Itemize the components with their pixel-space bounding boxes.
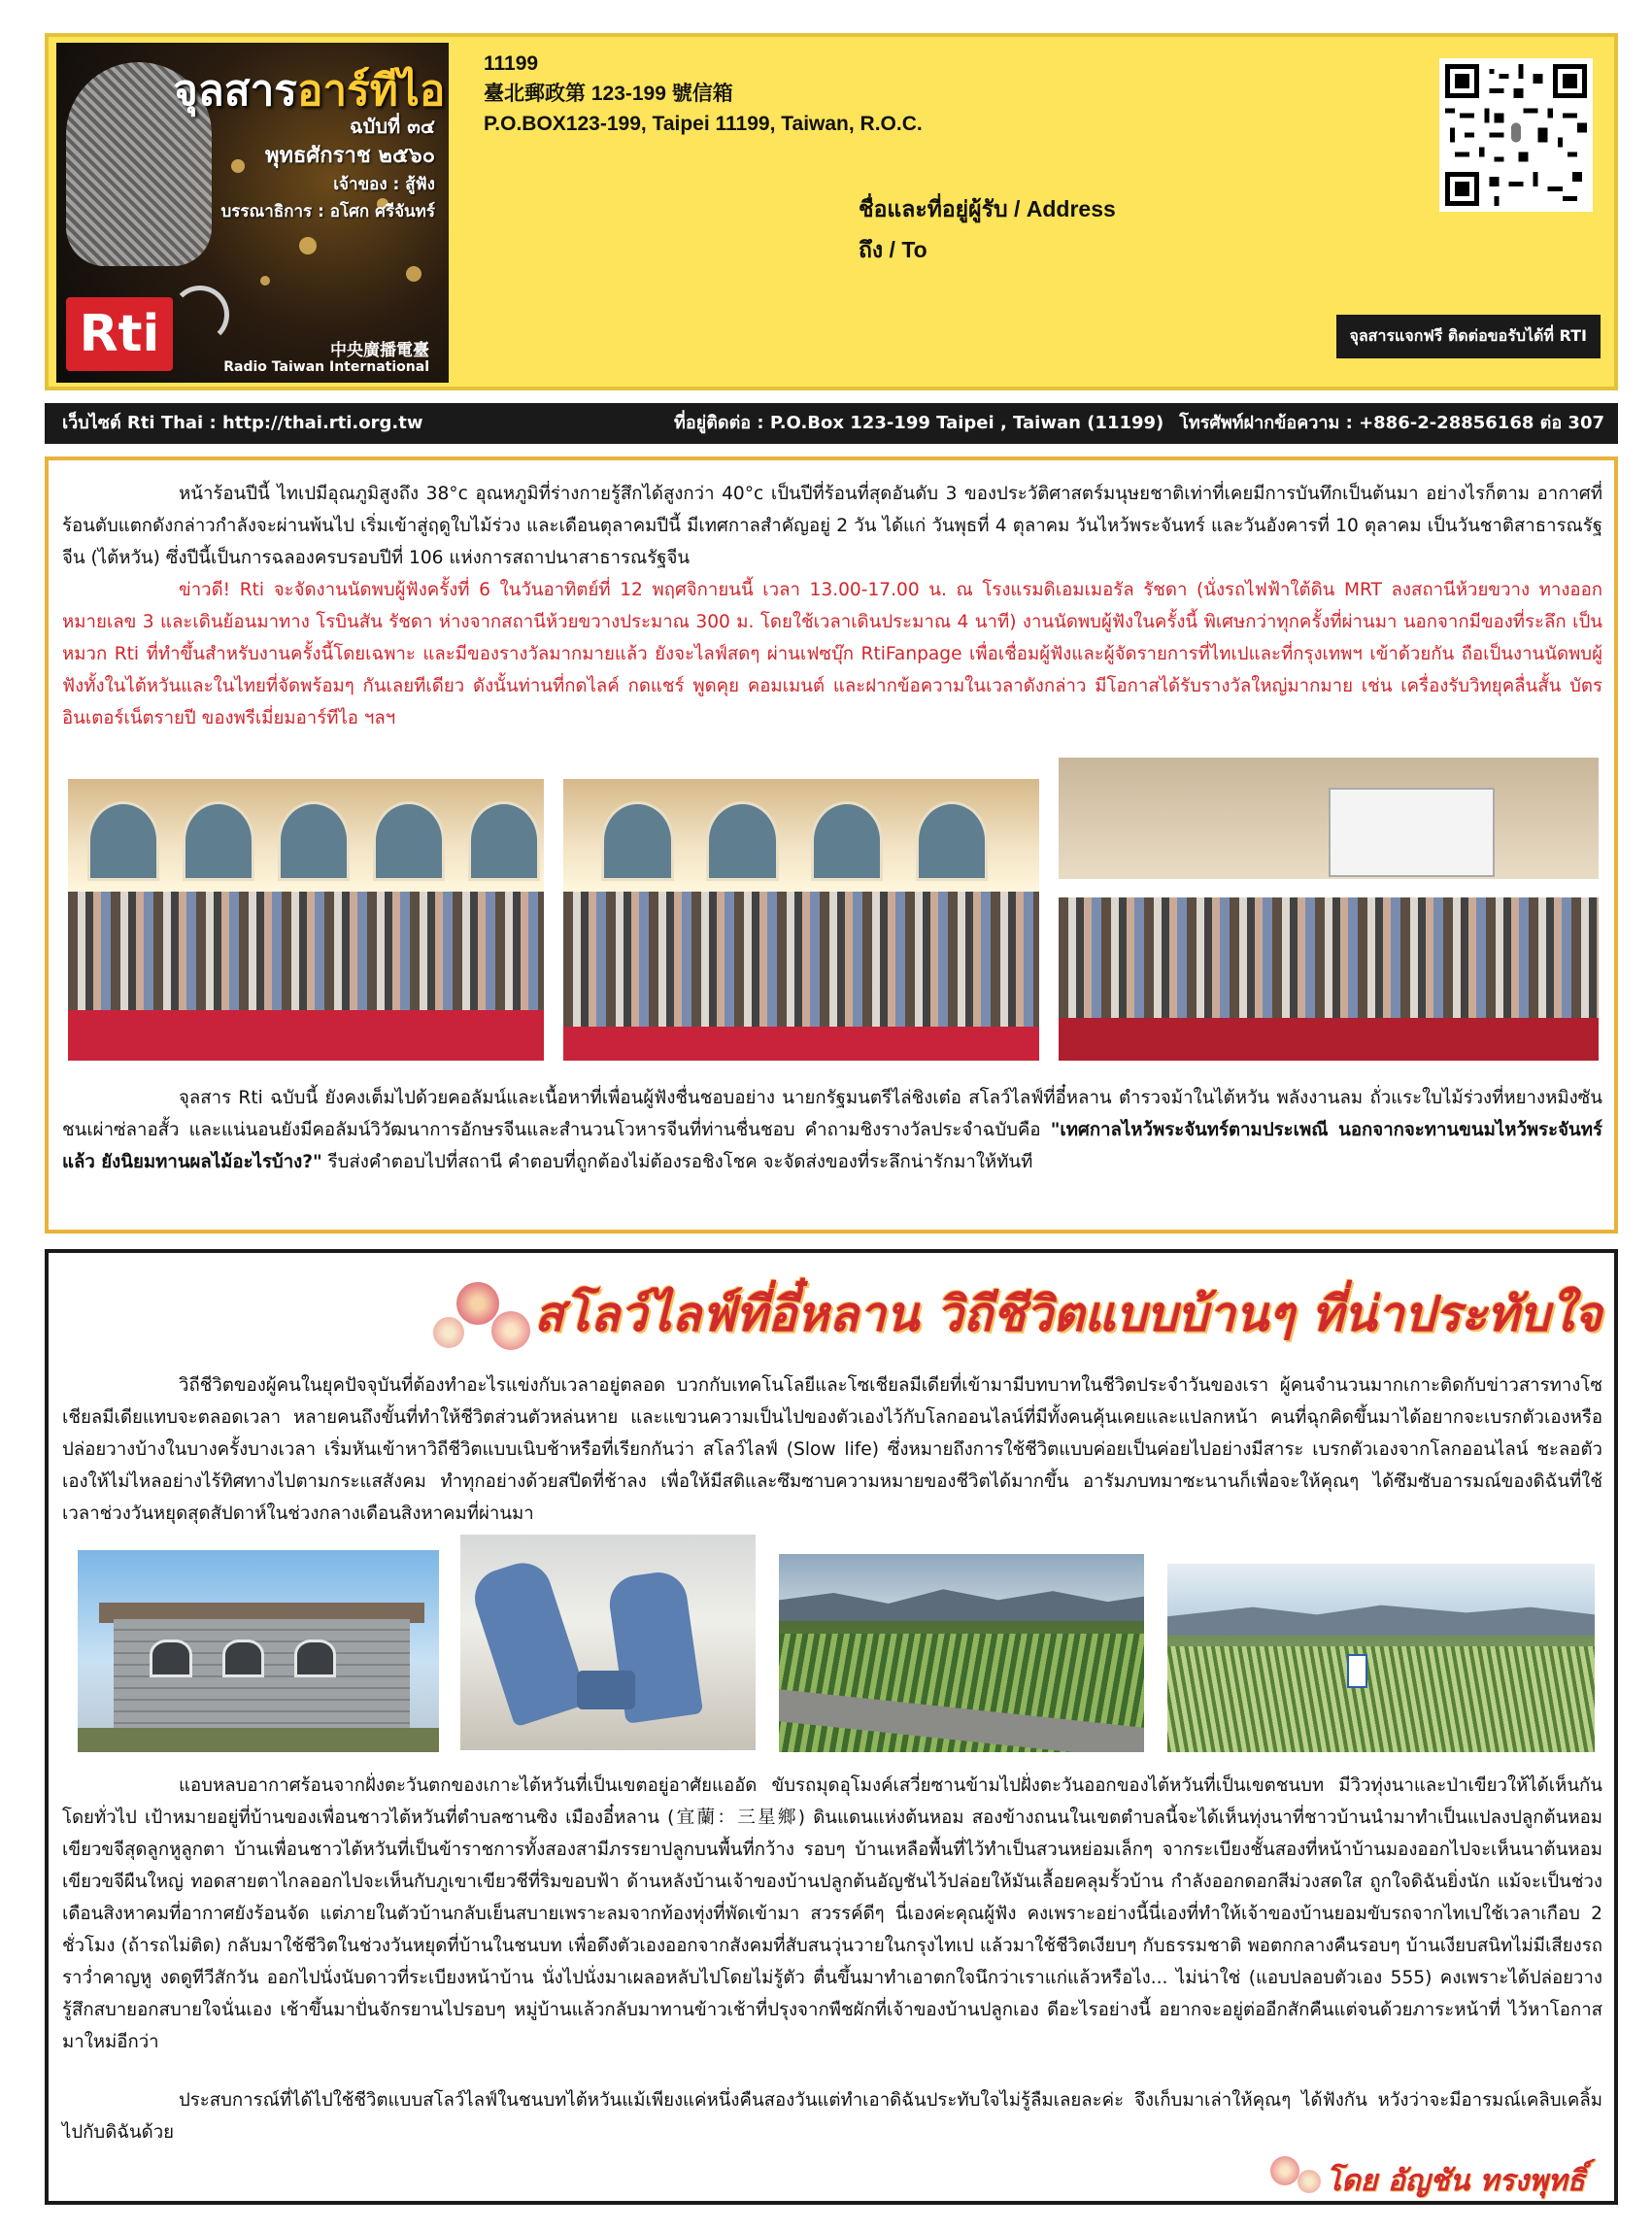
article-paragraph-1: วิถีชีวิตของผู้คนในยุคปัจจุบันที่ต้องทำอะไรแข่งกับเวลาอยู่ตลอด บวกกับเทคโนโลยีและโซเชียลมีเดียที่เข้ามามีบทบาทในชีวิตประจำวันของเรา ผู้คนจำนวนมากเกาะติดกับข่าวสารทางโซเชียลมีเดียแทบจะตลอดเวลา หลายคนถึงขั้นที่ทำให้ชีวิตส่วนตัวหล่นหาย และแขวนความเป็นไปของตัวเองไว้กับโลกออนไลน์ที่มีทั้งคนคุ้นเคยและแปลกหน้า คนที่ฉุกคิดขึ้นมาได้อยากจะเบรกตัวเองหรือปล่อยวางบ้างในบางครั้งบางเวลา เริ่มหันเข้าหาวิถีชีวิตแบบเนิบช้าหรือที่เรียกกันว่า สโลว์ไลฟ์ (Slow life) ซึ่งหมายถึงการใช้ชีวิตแบบค่อยเป็นค่อยไปอย่างมีสาระ เบรกตัวเองจากโลกออนไลน์ ชะลอตัวเองให้ไม่ไหลอย่างไร้ทิศทางไปตามกระแสสังคม ทำทุกอย่างด้วยสปีดที่ช้าลง เพื่อให้มีสติและซึมซาบความหมายของชีวิตได้มากขึ้น อารัมภบทมาซะนานก็เพื่อจะให้คุณๆ ได้ซึมซับอารมณ์ของดิฉันที่ใช้เวลาช่วงวันหยุดสุดสัปดาห์ในช่วงกลางเดือนสิงหาคมที่ผ่านมา (62, 1375, 1602, 1524)
qr-code-icon[interactable] (1439, 58, 1593, 212)
scallion-field-photo-2 (1167, 1564, 1595, 1752)
postcode: 11199 (484, 52, 539, 75)
radio-waves-icon (171, 286, 229, 344)
flower-icon (1298, 2170, 1321, 2193)
cover-issue: ฉบับที่ ๓๔ (350, 115, 435, 138)
article-paragraph-3: ประสบการณ์ที่ได้ไปใช้ชีวิตแบบสโลว์ไลฟ์ในชนบทไต้หวันแม้เพียงแค่หนึ่งคืนสองวันแต่ทำเอาดิฉันประทับใจไม่รู้ลืมเลยละค่ะ จึงเก็บมาเล่าให้คุณๆ ได้ฟังกัน หวังว่าจะมีอารมณ์เคลิบเคลิ้มไปกับดิฉันด้วย (62, 2090, 1602, 2143)
editorial-paragraph-3: จุลสาร Rti ฉบับนี้ ยังคงเต็มไปด้วยคอลัมน์และเนื้อหาที่เพื่อนผู้ฟังชื่นชอบอย่าง นายกรัฐมนตรีไล่ชิงเต๋อ สโลว์ไลฟ์ที่อี๋หลาน ตำรวจม้าในไต้หวัน พลังงานลม ถั่วแระใบไม้ร่วงที่หยางหมิงซัน ชนเผ่าซ่ลาอสั้ว และแน่นอนยังมีคอลัมน์วิวัฒนาการอักษรจีนและสำนวนโวหารจีนที่ท่านชื่นชอบ คำถามชิงรางวัลประจำฉบับคือ "เทศกาลไหว้พระจันทร์ตามประเพณี นอกจากจะทานขนมไหว้พระจันทร์แล้ว ยังนิยมทานผลไม้อะไรบ้าง?" รีบส่งคำตอบไปที่สถานี คำตอบที่ถูกต้องไม่ต้องรอชิงโชค จะจัดส่งของที่ระลึกน่ารักมาให้ทันที (62, 1088, 1602, 1172)
contact-info-bar (45, 403, 1618, 444)
address-english: P.O.BOX123-199, Taipei 11199, Taiwan, R.O.C. (484, 113, 923, 135)
free-distribution-badge: จุลสารแจกฟรี ติดต่อขอรับได้ที่ RTI (1336, 315, 1601, 358)
recipient-address-label: ชื่อและที่อยู่ผู้รับ / Address (859, 196, 1116, 221)
cover-year: พุทธศักราช ๒๕๖๐ (264, 144, 435, 168)
author-byline: โดย อัญชัน ทรงพุทธิ์ (1326, 2164, 1585, 2198)
rti-logo: Rti (66, 297, 173, 371)
article-paragraph-2: แอบหลบอากาศร้อนจากฝั่งตะวันตกของเกาะไต้หวันที่เป็นเขตอยู่อาศัยแออัด ขับรถมุดอุโมงค์เสวี่ยซานข้ามไปฝั่งตะวันออกของไต้หวันที่เป็นเขตชนบท มีวิวทุ่งนาและป่าเขียวให้ได้เห็นกันโดยทั่วไป เป้าหมายอยู่ที่บ้านของเพื่อนชาวไต้หวันที่ตำบลซานซิง เมืองอี๋หลาน (宜蘭：三星鄉) ดินแดนแห่งต้นหอม สองข้างถนนในเขตตำบลนี้จะได้เห็นทุ่งนาที่ชาวบ้านนำมาทำเป็นแปลงปลูกต้นหอมเขียวขจีสุดลูกหูลูกตา บ้านเพื่อนชาวไต้หวันที่เป็นข้าราชการทั้งสองสามีภรรยาปลูกบนพื้นที่กว้าง รอบๆ บ้านเหลือพื้นที่ไว้ทำเป็นสวนหย่อมเล็กๆ จากระเบียงชั้นสองที่หน้าบ้านมองออกไปจะเห็นนาต้นหอมเขียวขจีผืนใหญ่ ทอดสายตาไกลออกไปจะเห็นกับภูเขาเขียวชีที่ริมขอบฟ้า ด้านหลังบ้านเจ้าของบ้านปลูกต้นอัญชันไว้ปล่อยให้มันเลื้อยคลุมรั้วบ้าน กำลังออกดอกสีม่วงสดใส ถูกใจดิฉันยิ่งนัก แม้จะเป็นช่วงเดือนสิงหาคมที่อากาศยังร้อนจัด แต่ภายในตัวบ้านกลับเย็นสบายเพราะลมจากท้องทุ่งที่พัดเข้ามา สวรรค์ดีๆ นี่เองค่ะคุณผู้ฟัง คงเพราะอย่างนี้นี่เองที่ทำให้เจ้าของบ้านยอมขับรถจากไทเปใช้เวลาเกือบ 2 ชั่วโมง (ถ้ารถไม่ติด) กลับมาใช้ชีวิตในช่วงวันหยุดที่บ้านในชนบท เพื่อดึงตัวเองออกจากสังคมที่สับสนวุ่นวายในกรุงไทเป แล้วมาใช้ชีวิตเงียบๆ กับธรรมชาติ พอตกกลางคืนรอบๆ บ้านเงียบสนิทไม่มีเสียงรถราว่ำคาญหู งดดูทีวีสักวัน ออกไปนั่งนับดาวที่ระเบียงหน้าบ้าน นั่งไปนั่งมาเผลอหลับไปโดยไม่รู้ตัว ตื่นขึ้นมาทำเอาตกใจนึกว่าเราแก่แล้วหรือไง... ไม่น่าใช่ (แอบปลอบตัวเอง 555) คงเพราะได้ปล่อยวาง รู้สึกสบายอกสบายใจนั่นเอง เช้าขึ้นมาปั่นจักรยานไปรอบๆ หมู่บ้านแล้วกลับมาทานข้าวเช้าที่ปรุงจากพืชผักที่เจ้าของบ้านปลูกเอง ดีอะไรอย่างนี้ อยากจะอยู่ต่ออีกสักคืนแต่จนด้วยภาระหน้าที่ ไว้หาโอกาสมาใหม่อีกว่า (62, 1775, 1602, 2052)
flower-icon (456, 1282, 499, 1325)
cover-editor: บรรณาธิการ : อโศก ศรีจันทร์ (220, 202, 435, 221)
cover-title: จุลสารอาร์ทีไอ (173, 66, 446, 116)
flower-icon (491, 1311, 530, 1350)
station-name-chinese: 中央廣播電臺 (330, 341, 429, 360)
recipient-block (859, 188, 1116, 270)
meeting-photo-2 (563, 779, 1039, 1061)
article-title: สโลว์ไลฟ์ที่อี๋หลาน วิถีชีวิตแบบบ้านๆ ที่น่าประทับใจ (534, 1286, 1602, 1342)
listener-meeting-announcement: ข่าวดี! Rti จะจัดงานนัดพบผู้ฟังครั้งที่ 6 ในวันอาทิตย์ที่ 12 พฤศจิกายนนี้ เวลา 13.00-17.00 น. ณ โรงแรมดิเอมเมอรัล รัชดา (นั่งรถไฟฟ้าใต้ดิน MRT ลงสถานีห้วยขวาง ทางออกหมายเลข 3 และเดินย้อนมาทาง โรบินสัน รัชดา ห่างจากสถานีห้วยขวางประมาณ 300 ม. โดยใช้เวลาเดินประมาณ 4 นาที) งานนัดพบผู้ฟังในครั้งนี้ พิเศษกว่าทุกครั้งที่ผ่านมา นอกจากมีของที่ระลึก เป็นหมวก Rti ที่ทำขึ้นสำหรับงานครั้งนี้โดยเฉพาะ และมีของรางวัลมากมายแล้ว ยังจะไลฟ์สดๆ ผ่านเฟซบุ๊ก RtiFanpage เพื่อเชื่อมผู้ฟังและผู้จัดรายการที่ไทเปและที่กรุงเทพฯ เข้าด้วยกัน ถือเป็นงานนัดพบผู้ฟังทั้งในไต้หวันและในไทยที่จัดพร้อมๆ กันเลยทีเดียว ดังนั้นท่านที่กดไลค์ กดแชร์ พูดคุย คอมเมนต์ และฝากข้อความในเวลาดังกล่าว มีโอกาสได้รับรางวัลใหญ่มากมาย เช่น เครื่องรับวิทยุคลื่นสั้น บัตรอินเตอร์เน็ตรายปี ของพรีเมี่ยมอาร์ทีไอ ฯลฯ (62, 580, 1602, 728)
meeting-photo-3 (1059, 758, 1599, 1061)
scallion-field-photo (779, 1554, 1144, 1752)
slow-life-article (45, 1249, 1618, 2205)
cover-image (56, 43, 449, 383)
meeting-photo-1 (68, 779, 544, 1061)
flower-icon (433, 1317, 464, 1348)
website-link[interactable]: เว็บไซต์ Rti Thai : http://thai.rti.org.tw (62, 413, 423, 433)
chairs-photo (460, 1535, 756, 1750)
flower-icon (1270, 2156, 1299, 2185)
station-name-english: Radio Taiwan International (223, 359, 429, 375)
house-photo (78, 1550, 439, 1752)
contact-address: ที่อยู่ติดต่อ : P.O.Box 123-199 Taipei , Taiwan (11199) (674, 413, 1164, 433)
recipient-to-label: ถึง / To (859, 237, 927, 262)
editorial-paragraph-1: หน้าร้อนปีนี้ ไทเปมีอุณภูมิสูงถึง 38°c อุณหภูมิที่ร่างกายรู้สึกได้สูงกว่า 40°c เป็นปีที่ร้อนที่สุดอันดับ 3 ของประวัติศาสตร์มนุษยชาติเท่าที่เคยมีการบันทึกเป็นต้นมา อย่างไรก็ตาม อากาศที่ร้อนตับแตกดังกล่าวกำลังจะผ่านพ้นไป เริ่มเข้าสู่ฤดูใบไม้ร่วง และเดือนตุลาคมปีนี้ มีเทศกาลสำคัญอยู่ 2 วัน ได้แก่ วันพุธที่ 4 ตุลาคม วันไหว้พระจันทร์ และวันอังคารที่ 10 ตุลาคม เป็นวันชาติสาธารณรัฐจีน (ไต้หวัน) ซึ่งปีนี้เป็นการฉลองครบรอบปีที่ 106 แห่งการสถาปนาสาธารณรัฐจีน (62, 484, 1602, 568)
address-chinese: 臺北郵政第 123-199 號信箱 (484, 83, 733, 105)
editorial-section (45, 456, 1618, 1234)
phone-number: โทรศัพท์ฝากข้อความ : +886-2-28856168 ต่อ 307 (1179, 413, 1604, 433)
sender-address (484, 49, 923, 139)
prize-question: "เทศกาลไหว้พระจันทร์ตามประเพณี นอกจากจะทานขนมไหว้พระจันทร์แล้ว ยังนิยมทานผลไม้อะไรบ้าง?" (62, 1120, 1602, 1172)
newsletter-header (45, 33, 1618, 390)
cover-owner: เจ้าของ : สู้ฟัง (333, 175, 435, 194)
